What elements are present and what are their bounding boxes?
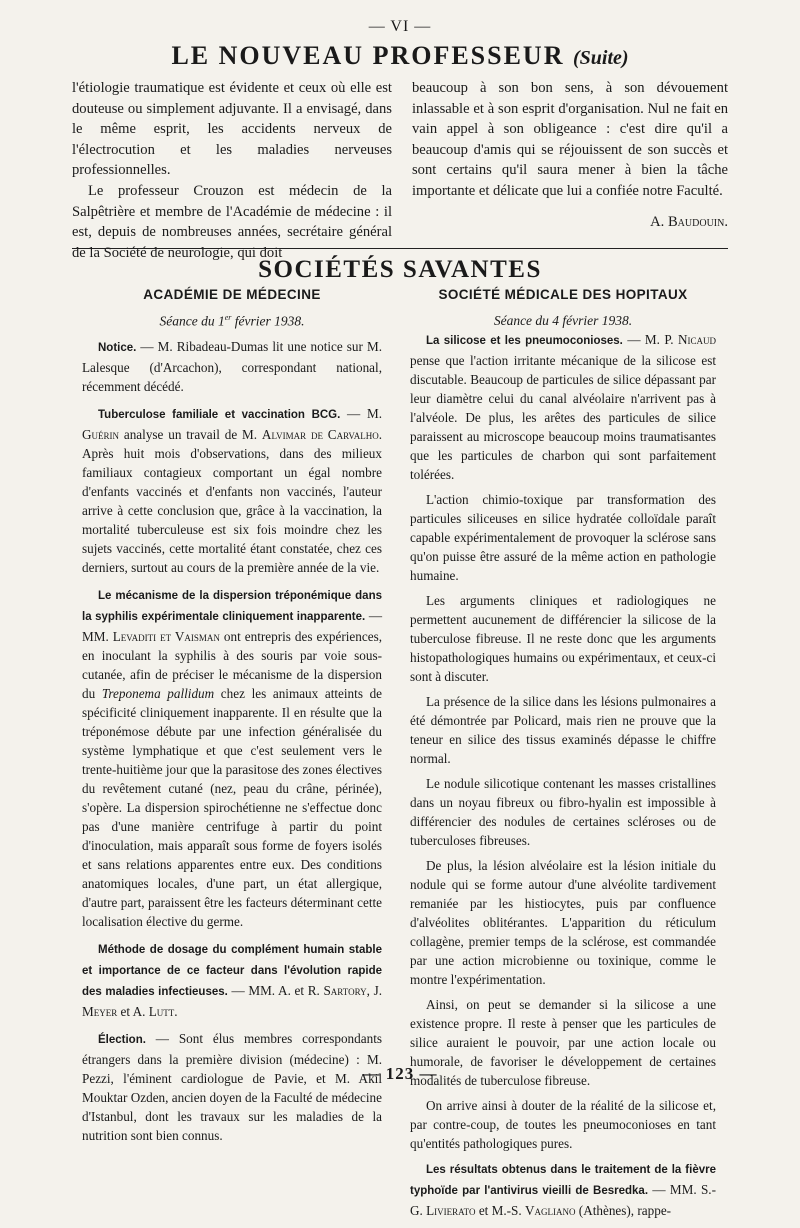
article-paragraph: Le professeur Crouzon est médecin de la Salpêtrière et membre de l'Académie de médecine : il est, depuis de nombreuses années, secrétaire général de la Société de neurologie, qui doit — [72, 182, 392, 261]
article-title-suite: (Suite) — [573, 47, 629, 69]
notice-paragraph: Notice. — M. Ribadeau-Dumas lit une notice sur M. Lalesque (d'Arcachon), correspondant national, récemment décédé. — [82, 339, 382, 394]
syphilis-paragraph: Le mécanisme de la dispersion tréponémique dans la syphilis expérimentale cliniquement inapparente. — MM. Levaditi et Vaisman ont entrepris des expériences, en inoculant la syphilis à des souris par voie sous-cutanée, afin de préciser le mécanisme de la dispersion du Treponema pallidum chez les animaux atteints de spécificité cliniquement inapparente. Il en résulte que la tréponémose débute par une infection généralisée du système lymphatique et que c'est seulement vers le trente-huitième jour que la parasitose des zones électives du revêtement cutané (nez, peau du crâne, périnée), s'opère. La dispersion spirochétienne ne s'effectue donc pas d'une manière centrifuge à partir du point d'inoculation, mais apparaît sous forme de foyers isolés et sans relations apparentes entre eux. Des conditions anatomiques locales, d'une part, un état allergique, d'autre part, paraissent être les facteurs déterminant cette localisation élective du germe. — [82, 590, 383, 929]
society-heading: SOCIÉTÉ MÉDICALE DES HOPITAUX — [438, 287, 688, 302]
article-column-left — [72, 78, 392, 263]
academy-heading: ACADÉMIE DE MÉDECINE — [143, 287, 321, 302]
academy-seance-date: Séance du 1er février 1938. — [159, 313, 305, 329]
article-paragraph: l'étiologie traumatique est évidente et ceux où elle est douteuse ou simplement adjuvante. Il a envisagé, dans le même esprit, les accidents nerveux de l'électrocution et les maladies nerveuses professionnelles. — [72, 80, 392, 179]
article-signature: A. Baudouin. — [650, 213, 728, 230]
academy-column — [82, 337, 382, 1153]
silicose-paragraph: De plus, la lésion alvéolaire est la lésion initiale du nodule qui se forme autour d'une alvéolite tardivement remaniée par les histiocytes, puis par confluence d'alvéolites oblitérantes. L'apparition du réticulum collagène, premier temps de la sclérose, est commandée par une action microbienne ou toxinique, comme le montre l'expérimentation. — [410, 858, 716, 987]
society-seance-date: Séance du 4 février 1938. — [493, 313, 633, 328]
section-title: SOCIÉTÉS SAVANTES — [258, 256, 542, 283]
complement-paragraph: Méthode de dosage du complément humain stable et importance de ce facteur dans l'évolution rapide des maladies infectieuses. — MM. A. et R. Sartory, J. Meyer et A. Lutt. — [82, 944, 382, 1019]
section-divider — [72, 248, 728, 249]
silicose-paragraph: On arrive ainsi à douter de la réalité de la silicose et, par contre-coup, de toutes les pneumoconioses en tant qu'entités pathologiques pures. — [410, 1098, 716, 1151]
election-paragraph: Élection. — Sont élus membres correspondants étrangers dans la première division (médecine) : M. Pezzi, l'éminent cardiologue de Pavie, et M. Akil Mouktar Ozden, ancien doyen de la Faculté de médecine d'Istanbul, dont les travaux sur les maladies de la nutrition sont bien connus. — [82, 1031, 382, 1143]
silicose-paragraph: L'action chimio-toxique par transformation des particules siliceuses en silice hydratée colloïdale paraît capable expérimentalement de provoquer la sclérose sans qu'on puisse être assuré de la même action en pathologie humaine. — [410, 492, 716, 583]
silicose-paragraph: Les arguments cliniques et radiologiques ne permettent aucunement de différencier la silicose de la tuberculose fibreuse. Il ne reste donc que les arguments histopathologiques humains ou expérimentaux, et ceux-ci sont à discuter. — [410, 593, 716, 684]
roman-page-number: — VI — — [368, 18, 432, 35]
article-paragraph: beaucoup à son bon sens, à son dévouement inlassable et à son esprit d'organisation. Nul ne fait en vain appel à son obligeance : c'est dire qu'il a beaucoup d'amis qui se réjouissent de son succès et sont certains qu'il saura mener à bien la tâche importante et délicate que lui a confiée notre Faculté. — [412, 80, 728, 199]
article-title-text: LE NOUVEAU PROFESSEUR — [171, 41, 565, 70]
page-number: — 123 — — [362, 1064, 438, 1083]
typhoid-paragraph: Les résultats obtenus dans le traitement de la fièvre typhoïde par l'antivirus vieilli de Besredka. — MM. S.-G. Livierato et M.-S. Vagliano (Athènes), rappe- — [410, 1164, 716, 1218]
silicose-paragraph: La présence de la silice dans les lésions pulmonaires a été démontrée par Policard, mais rien ne prouve que la teneur en silice des tissus examinés dépasse le chiffre normal. — [410, 694, 716, 766]
silicose-paragraph: Le nodule silicotique contenant les masses cristallines dans un noyau fibreux ou fibro-hyalin est impossible à différencier des nodules de certaines scléroses ou de tuberculoses fibreuses. — [410, 776, 716, 848]
bcg-paragraph: Tuberculose familiale et vaccination BCG. — M. Guérin analyse un travail de M. Alvimar de Carvalho. Après huit mois d'observations, dans des milieux familiaux contagieux comportant un égal nombre d'enfants vaccinés et d'enfants non vaccinés, l'auteur arrive à cette conclusion que, grâce à la vaccination, la mortalité tuberculeuse est six fois moindre chez les sujets vaccinés, cette mortalité étant constatée, chez ces derniers, surtout au cours de la première année de la vie. — [82, 406, 383, 575]
society-column — [410, 330, 716, 1228]
silicose-paragraph: Ainsi, on peut se demander si la silicose a une existence propre. Il reste à penser que les particules de silice auraient le pouvoir, par une action locale ou humorale, de favoriser le développement de certaines modalités de tuberculose fibreuse. — [410, 997, 716, 1088]
silicose-paragraph: La silicose et les pneumoconioses. — M. P. Nicaud pense que l'action irritante mécanique de la silicose est discutable. Beaucoup de particules de silice dépassant par leur diamètre celui du canal alvéolaire n'arrivent pas à l'alvéole. De plus, les arêtes des particules de silice paraissent au microscope beaucoup moins traumatisantes que les particules de charbon qui sont parfaitement tolérées. — [410, 332, 716, 482]
article-title — [0, 41, 800, 71]
article-column-right — [412, 78, 728, 232]
